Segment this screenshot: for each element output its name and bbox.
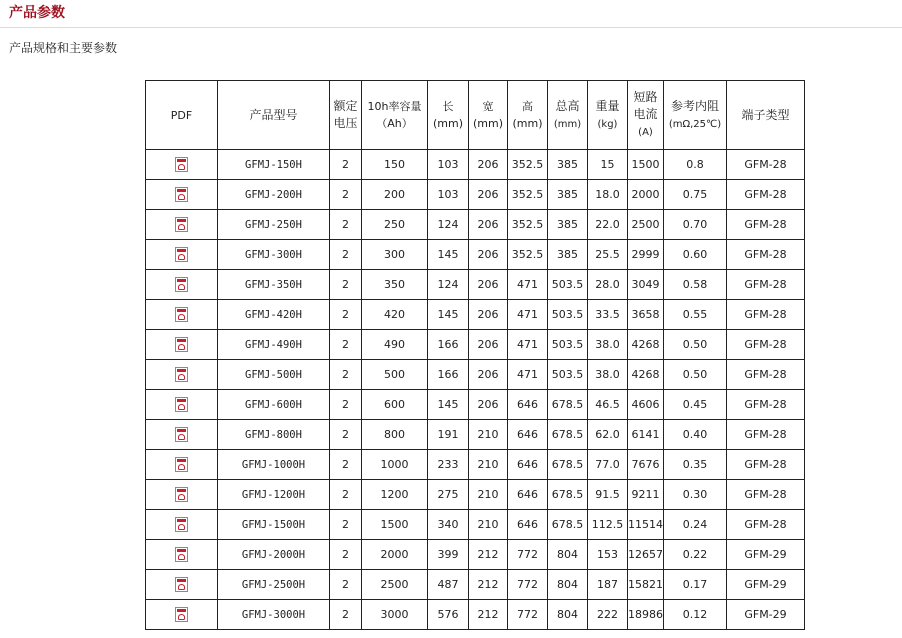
terminal-cell: GFM-28 (727, 450, 805, 480)
subtitle: 产品规格和主要参数 (9, 41, 118, 55)
header-length: 长(mm) (428, 81, 469, 150)
height-cell: 772 (508, 570, 548, 600)
length-cell: 103 (428, 180, 469, 210)
short-current-cell: 4268 (628, 330, 664, 360)
voltage-cell: 2 (330, 390, 362, 420)
pdf-cell (146, 420, 218, 450)
model-cell: GFMJ-2000H (218, 540, 330, 570)
pdf-file-icon[interactable] (175, 397, 188, 412)
height-cell: 646 (508, 450, 548, 480)
table-row (146, 480, 805, 510)
table-row (146, 450, 805, 480)
total-height-cell: 385 (548, 240, 588, 270)
header-capacity-unit: （Ah） (376, 117, 413, 130)
table-row (146, 330, 805, 360)
model-cell: GFMJ-150H (218, 150, 330, 180)
pdf-cell (146, 300, 218, 330)
header-weight-title: 重量 (595, 98, 620, 113)
table-row (146, 420, 805, 450)
weight-cell: 38.0 (588, 360, 628, 390)
pdf-file-icon[interactable] (175, 217, 188, 232)
length-cell: 145 (428, 390, 469, 420)
terminal-cell: GFM-29 (727, 600, 805, 630)
terminal-cell: GFM-29 (727, 540, 805, 570)
short-current-cell: 7676 (628, 450, 664, 480)
terminal-cell: GFM-28 (727, 330, 805, 360)
resistance-cell: 0.55 (664, 300, 727, 330)
header-weight (588, 81, 628, 150)
width-cell: 206 (469, 150, 508, 180)
resistance-cell: 0.58 (664, 270, 727, 300)
table-row (146, 210, 805, 240)
header-short-current-unit: (A) (638, 127, 653, 138)
short-current-cell: 2999 (628, 240, 664, 270)
pdf-download-link[interactable] (175, 337, 188, 352)
model-cell: GFMJ-490H (218, 330, 330, 360)
resistance-cell: 0.30 (664, 480, 727, 510)
weight-cell: 187 (588, 570, 628, 600)
capacity-cell: 500 (362, 360, 428, 390)
height-cell: 352.5 (508, 240, 548, 270)
model-cell: GFMJ-1500H (218, 510, 330, 540)
weight-cell: 15 (588, 150, 628, 180)
table-row (146, 540, 805, 570)
capacity-cell: 490 (362, 330, 428, 360)
header-total-height-title: 总高 (555, 98, 580, 113)
pdf-file-icon[interactable] (175, 487, 188, 502)
header-short-current (628, 81, 664, 150)
short-current-cell: 3658 (628, 300, 664, 330)
model-cell: GFMJ-300H (218, 240, 330, 270)
short-current-cell: 9211 (628, 480, 664, 510)
table-row (146, 180, 805, 210)
pdf-file-icon[interactable] (175, 577, 188, 592)
length-cell: 166 (428, 330, 469, 360)
model-cell: GFMJ-200H (218, 180, 330, 210)
pdf-file-icon[interactable] (175, 277, 188, 292)
short-current-cell: 4268 (628, 360, 664, 390)
terminal-cell: GFM-28 (727, 270, 805, 300)
length-cell: 399 (428, 540, 469, 570)
header-resistance (664, 81, 727, 150)
pdf-download-link[interactable] (175, 157, 188, 172)
width-cell: 210 (469, 450, 508, 480)
header-capacity-title: 10h率容量 (367, 100, 422, 113)
pdf-cell (146, 360, 218, 390)
resistance-cell: 0.75 (664, 180, 727, 210)
capacity-cell: 600 (362, 390, 428, 420)
resistance-cell: 0.24 (664, 510, 727, 540)
table-row (146, 360, 805, 390)
height-cell: 772 (508, 540, 548, 570)
capacity-cell: 150 (362, 150, 428, 180)
table-row (146, 390, 805, 420)
terminal-cell: GFM-28 (727, 390, 805, 420)
table-row (146, 240, 805, 270)
length-cell: 145 (428, 300, 469, 330)
length-cell: 191 (428, 420, 469, 450)
pdf-download-link[interactable] (175, 217, 188, 232)
total-height-cell: 385 (548, 180, 588, 210)
length-cell: 103 (428, 150, 469, 180)
pdf-download-link[interactable] (175, 307, 188, 322)
width-cell: 206 (469, 330, 508, 360)
total-height-cell: 503.5 (548, 270, 588, 300)
length-cell: 145 (428, 240, 469, 270)
pdf-cell (146, 180, 218, 210)
pdf-file-icon[interactable] (175, 247, 188, 262)
resistance-cell: 0.45 (664, 390, 727, 420)
width-cell: 212 (469, 570, 508, 600)
resistance-cell: 0.8 (664, 150, 727, 180)
total-height-cell: 385 (548, 150, 588, 180)
short-current-cell: 12657 (628, 540, 664, 570)
height-cell: 352.5 (508, 150, 548, 180)
terminal-cell: GFM-28 (727, 360, 805, 390)
voltage-cell: 2 (330, 270, 362, 300)
spec-table-body (146, 150, 805, 630)
capacity-cell: 350 (362, 270, 428, 300)
model-cell: GFMJ-800H (218, 420, 330, 450)
short-current-cell: 15821 (628, 570, 664, 600)
header-short-current-title: 短路电流 (633, 90, 658, 121)
pdf-file-icon[interactable] (175, 457, 188, 472)
pdf-download-link[interactable] (175, 367, 188, 382)
weight-cell: 77.0 (588, 450, 628, 480)
pdf-cell (146, 150, 218, 180)
pdf-cell (146, 540, 218, 570)
width-cell: 206 (469, 390, 508, 420)
terminal-cell: GFM-28 (727, 480, 805, 510)
length-cell: 487 (428, 570, 469, 600)
length-cell: 233 (428, 450, 469, 480)
weight-cell: 33.5 (588, 300, 628, 330)
header-capacity (362, 81, 428, 150)
model-cell: GFMJ-420H (218, 300, 330, 330)
header-model: 产品型号 (218, 81, 330, 150)
pdf-download-link[interactable] (175, 277, 188, 292)
pdf-download-link[interactable] (175, 457, 188, 472)
total-height-cell: 503.5 (548, 330, 588, 360)
pdf-download-link[interactable] (175, 247, 188, 262)
capacity-cell: 1500 (362, 510, 428, 540)
voltage-cell: 2 (330, 150, 362, 180)
pdf-cell (146, 450, 218, 480)
weight-cell: 28.0 (588, 270, 628, 300)
terminal-cell: GFM-29 (727, 570, 805, 600)
short-current-cell: 4606 (628, 390, 664, 420)
width-cell: 210 (469, 480, 508, 510)
table-row (146, 510, 805, 540)
short-current-cell: 3049 (628, 270, 664, 300)
pdf-download-link[interactable] (175, 427, 188, 442)
height-cell: 352.5 (508, 210, 548, 240)
voltage-cell: 2 (330, 450, 362, 480)
model-cell: GFMJ-2500H (218, 570, 330, 600)
pdf-cell (146, 510, 218, 540)
total-height-cell: 678.5 (548, 480, 588, 510)
header-height: 高(mm) (508, 81, 548, 150)
header-total-height (548, 81, 588, 150)
total-height-cell: 385 (548, 210, 588, 240)
length-cell: 340 (428, 510, 469, 540)
width-cell: 210 (469, 510, 508, 540)
pdf-cell (146, 210, 218, 240)
length-cell: 275 (428, 480, 469, 510)
weight-cell: 112.5 (588, 510, 628, 540)
capacity-cell: 420 (362, 300, 428, 330)
table-row (146, 570, 805, 600)
pdf-download-link[interactable] (175, 187, 188, 202)
title-divider (0, 27, 902, 28)
pdf-file-icon[interactable] (175, 427, 188, 442)
voltage-cell: 2 (330, 480, 362, 510)
height-cell: 646 (508, 480, 548, 510)
width-cell: 210 (469, 420, 508, 450)
model-cell: GFMJ-1200H (218, 480, 330, 510)
weight-cell: 62.0 (588, 420, 628, 450)
pdf-cell (146, 240, 218, 270)
total-height-cell: 678.5 (548, 450, 588, 480)
height-cell: 471 (508, 330, 548, 360)
model-cell: GFMJ-600H (218, 390, 330, 420)
length-cell: 576 (428, 600, 469, 630)
weight-cell: 46.5 (588, 390, 628, 420)
width-cell: 206 (469, 240, 508, 270)
total-height-cell: 678.5 (548, 510, 588, 540)
short-current-cell: 18986 (628, 600, 664, 630)
total-height-cell: 804 (548, 570, 588, 600)
weight-cell: 25.5 (588, 240, 628, 270)
height-cell: 646 (508, 420, 548, 450)
total-height-cell: 804 (548, 600, 588, 630)
header-resistance-unit: (mΩ,25℃) (668, 118, 722, 130)
total-height-cell: 503.5 (548, 360, 588, 390)
length-cell: 124 (428, 270, 469, 300)
weight-cell: 91.5 (588, 480, 628, 510)
width-cell: 212 (469, 540, 508, 570)
header-total-height-unit: (mm) (553, 118, 582, 130)
table-row (146, 300, 805, 330)
pdf-download-link[interactable] (175, 517, 188, 532)
model-cell: GFMJ-250H (218, 210, 330, 240)
height-cell: 772 (508, 600, 548, 630)
pdf-file-icon[interactable] (175, 337, 188, 352)
model-cell: GFMJ-1000H (218, 450, 330, 480)
voltage-cell: 2 (330, 330, 362, 360)
terminal-cell: GFM-28 (727, 240, 805, 270)
pdf-file-icon[interactable] (175, 607, 188, 622)
short-current-cell: 6141 (628, 420, 664, 450)
terminal-cell: GFM-28 (727, 180, 805, 210)
voltage-cell: 2 (330, 300, 362, 330)
voltage-cell: 2 (330, 540, 362, 570)
height-cell: 646 (508, 390, 548, 420)
pdf-file-icon[interactable] (175, 187, 188, 202)
short-current-cell: 1500 (628, 150, 664, 180)
resistance-cell: 0.50 (664, 330, 727, 360)
terminal-cell: GFM-28 (727, 510, 805, 540)
resistance-cell: 0.22 (664, 540, 727, 570)
capacity-cell: 1000 (362, 450, 428, 480)
resistance-cell: 0.35 (664, 450, 727, 480)
resistance-cell: 0.70 (664, 210, 727, 240)
width-cell: 206 (469, 300, 508, 330)
table-row (146, 270, 805, 300)
terminal-cell: GFM-28 (727, 150, 805, 180)
total-height-cell: 678.5 (548, 420, 588, 450)
capacity-cell: 300 (362, 240, 428, 270)
capacity-cell: 200 (362, 180, 428, 210)
short-current-cell: 11514 (628, 510, 664, 540)
weight-cell: 222 (588, 600, 628, 630)
voltage-cell: 2 (330, 420, 362, 450)
weight-cell: 38.0 (588, 330, 628, 360)
voltage-cell: 2 (330, 210, 362, 240)
weight-cell: 153 (588, 540, 628, 570)
voltage-cell: 2 (330, 180, 362, 210)
pdf-download-link[interactable] (175, 397, 188, 412)
model-cell: GFMJ-500H (218, 360, 330, 390)
voltage-cell: 2 (330, 570, 362, 600)
width-cell: 206 (469, 180, 508, 210)
total-height-cell: 804 (548, 540, 588, 570)
terminal-cell: GFM-28 (727, 210, 805, 240)
pdf-cell (146, 570, 218, 600)
table-header-row (146, 81, 805, 150)
pdf-file-icon[interactable] (175, 517, 188, 532)
weight-cell: 22.0 (588, 210, 628, 240)
spec-table (145, 80, 805, 630)
height-cell: 352.5 (508, 180, 548, 210)
table-row (146, 150, 805, 180)
pdf-download-link[interactable] (175, 487, 188, 502)
capacity-cell: 2000 (362, 540, 428, 570)
pdf-download-link[interactable] (175, 607, 188, 622)
table-row (146, 600, 805, 630)
pdf-download-link[interactable] (175, 577, 188, 592)
resistance-cell: 0.60 (664, 240, 727, 270)
height-cell: 471 (508, 270, 548, 300)
short-current-cell: 2500 (628, 210, 664, 240)
width-cell: 212 (469, 600, 508, 630)
capacity-cell: 250 (362, 210, 428, 240)
section-title: 产品参数 (9, 5, 65, 21)
height-cell: 471 (508, 300, 548, 330)
pdf-cell (146, 480, 218, 510)
weight-cell: 18.0 (588, 180, 628, 210)
header-weight-unit: (kg) (597, 118, 618, 130)
total-height-cell: 678.5 (548, 390, 588, 420)
length-cell: 124 (428, 210, 469, 240)
capacity-cell: 1200 (362, 480, 428, 510)
pdf-file-icon[interactable] (175, 547, 188, 562)
resistance-cell: 0.12 (664, 600, 727, 630)
total-height-cell: 503.5 (548, 300, 588, 330)
header-width: 宽(mm) (469, 81, 508, 150)
terminal-cell: GFM-28 (727, 300, 805, 330)
terminal-cell: GFM-28 (727, 420, 805, 450)
pdf-file-icon[interactable] (175, 157, 188, 172)
height-cell: 471 (508, 360, 548, 390)
width-cell: 206 (469, 210, 508, 240)
width-cell: 206 (469, 360, 508, 390)
pdf-cell (146, 600, 218, 630)
pdf-download-link[interactable] (175, 547, 188, 562)
header-terminal: 端子类型 (727, 81, 805, 150)
resistance-cell: 0.17 (664, 570, 727, 600)
voltage-cell: 2 (330, 600, 362, 630)
voltage-cell: 2 (330, 360, 362, 390)
voltage-cell: 2 (330, 510, 362, 540)
model-cell: GFMJ-3000H (218, 600, 330, 630)
capacity-cell: 800 (362, 420, 428, 450)
capacity-cell: 2500 (362, 570, 428, 600)
header-pdf: PDF (146, 81, 218, 150)
voltage-cell: 2 (330, 240, 362, 270)
pdf-file-icon[interactable] (175, 367, 188, 382)
pdf-cell (146, 330, 218, 360)
width-cell: 206 (469, 270, 508, 300)
pdf-file-icon[interactable] (175, 307, 188, 322)
model-cell: GFMJ-350H (218, 270, 330, 300)
resistance-cell: 0.40 (664, 420, 727, 450)
length-cell: 166 (428, 360, 469, 390)
resistance-cell: 0.50 (664, 360, 727, 390)
header-voltage: 额定电压 (330, 81, 362, 150)
header-resistance-title: 参考内阻 (670, 98, 719, 113)
pdf-cell (146, 270, 218, 300)
height-cell: 646 (508, 510, 548, 540)
capacity-cell: 3000 (362, 600, 428, 630)
pdf-cell (146, 390, 218, 420)
short-current-cell: 2000 (628, 180, 664, 210)
